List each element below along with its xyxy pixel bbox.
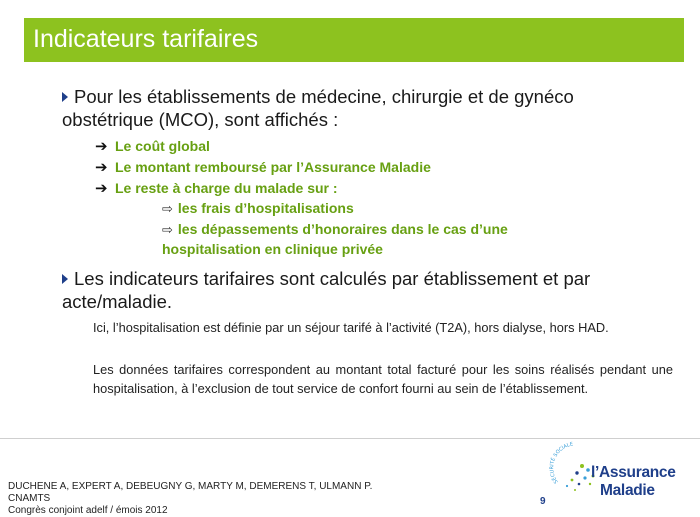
paragraph-definition: Ici, l’hospitalisation est définie par un séjour tarifé à l’activité (T2A), hors dialyse, hors HAD.: [93, 320, 609, 335]
sub-item-depassements: [162, 219, 508, 240]
hollow-arrow-icon: ⇨: [162, 222, 173, 237]
arrow-item-text: Le reste à charge du malade sur :: [115, 180, 338, 196]
svg-text:SÉCURITÉ SOCIALE: [549, 441, 574, 484]
logo-line2: Maladie: [600, 482, 655, 499]
footer-divider: [0, 438, 700, 439]
bold-right-arrow-icon: ➔: [95, 138, 108, 155]
logo-arc-text: SÉCURITÉ SOCIALE: [549, 441, 574, 485]
bold-right-arrow-icon: ➔: [95, 159, 108, 176]
assurance-maladie-logo: [548, 440, 683, 508]
bold-right-arrow-icon: ➔: [95, 180, 108, 197]
logo-line1: l’Assurance: [591, 464, 676, 481]
title-bar: [24, 18, 684, 62]
sub-item-text: les frais d’hospitalisations: [177, 200, 354, 216]
page-number: 9: [540, 496, 546, 507]
hollow-arrow-icon: ⇨: [162, 201, 173, 216]
sub-item-frais: [162, 198, 354, 219]
arrow-item-reste-a-charge: [95, 179, 338, 197]
footer-authors: DUCHENE A, EXPERT A, DEBEUGNY G, MARTY M, DEMERENS T, ULMANN P.: [8, 481, 373, 492]
footer-org: CNAMTS: [8, 493, 51, 504]
arrow-item-text: Le montant remboursé par l’Assurance Maladie: [115, 159, 431, 175]
main-bullet-2: [62, 267, 642, 313]
main-bullet-2-text: Les indicateurs tarifaires sont calculés par établissement et par acte/maladie.: [62, 268, 591, 312]
triangle-bullet-icon: [62, 274, 68, 284]
arrow-item-montant-rembourse: [95, 158, 431, 176]
sub-item-text: hospitalisation en clinique privée: [162, 241, 383, 257]
paragraph-donnees: Les données tarifaires correspondent au montant total facturé pour les soins réalisés pendant une hospitalisation, à l’exclusion de tout service de confort fourni au sein de l’établissement.: [93, 362, 673, 396]
main-bullet-1-text: Pour les établissements de médecine, chirurgie et de gynéco obstétrique (MCO), sont affichés :: [62, 86, 574, 130]
footer-event: Congrès conjoint adelf / émois 2012: [8, 505, 168, 516]
arrow-item-cout-global: [95, 137, 210, 155]
main-bullet-1: [62, 85, 642, 131]
slide-title: Indicateurs tarifaires: [33, 25, 259, 53]
sub-item-depassements-cont: [162, 239, 383, 259]
sub-item-text: les dépassements d’honoraires dans le cas d’une: [177, 221, 508, 237]
arrow-item-text: Le coût global: [115, 138, 210, 154]
triangle-bullet-icon: [62, 92, 68, 102]
